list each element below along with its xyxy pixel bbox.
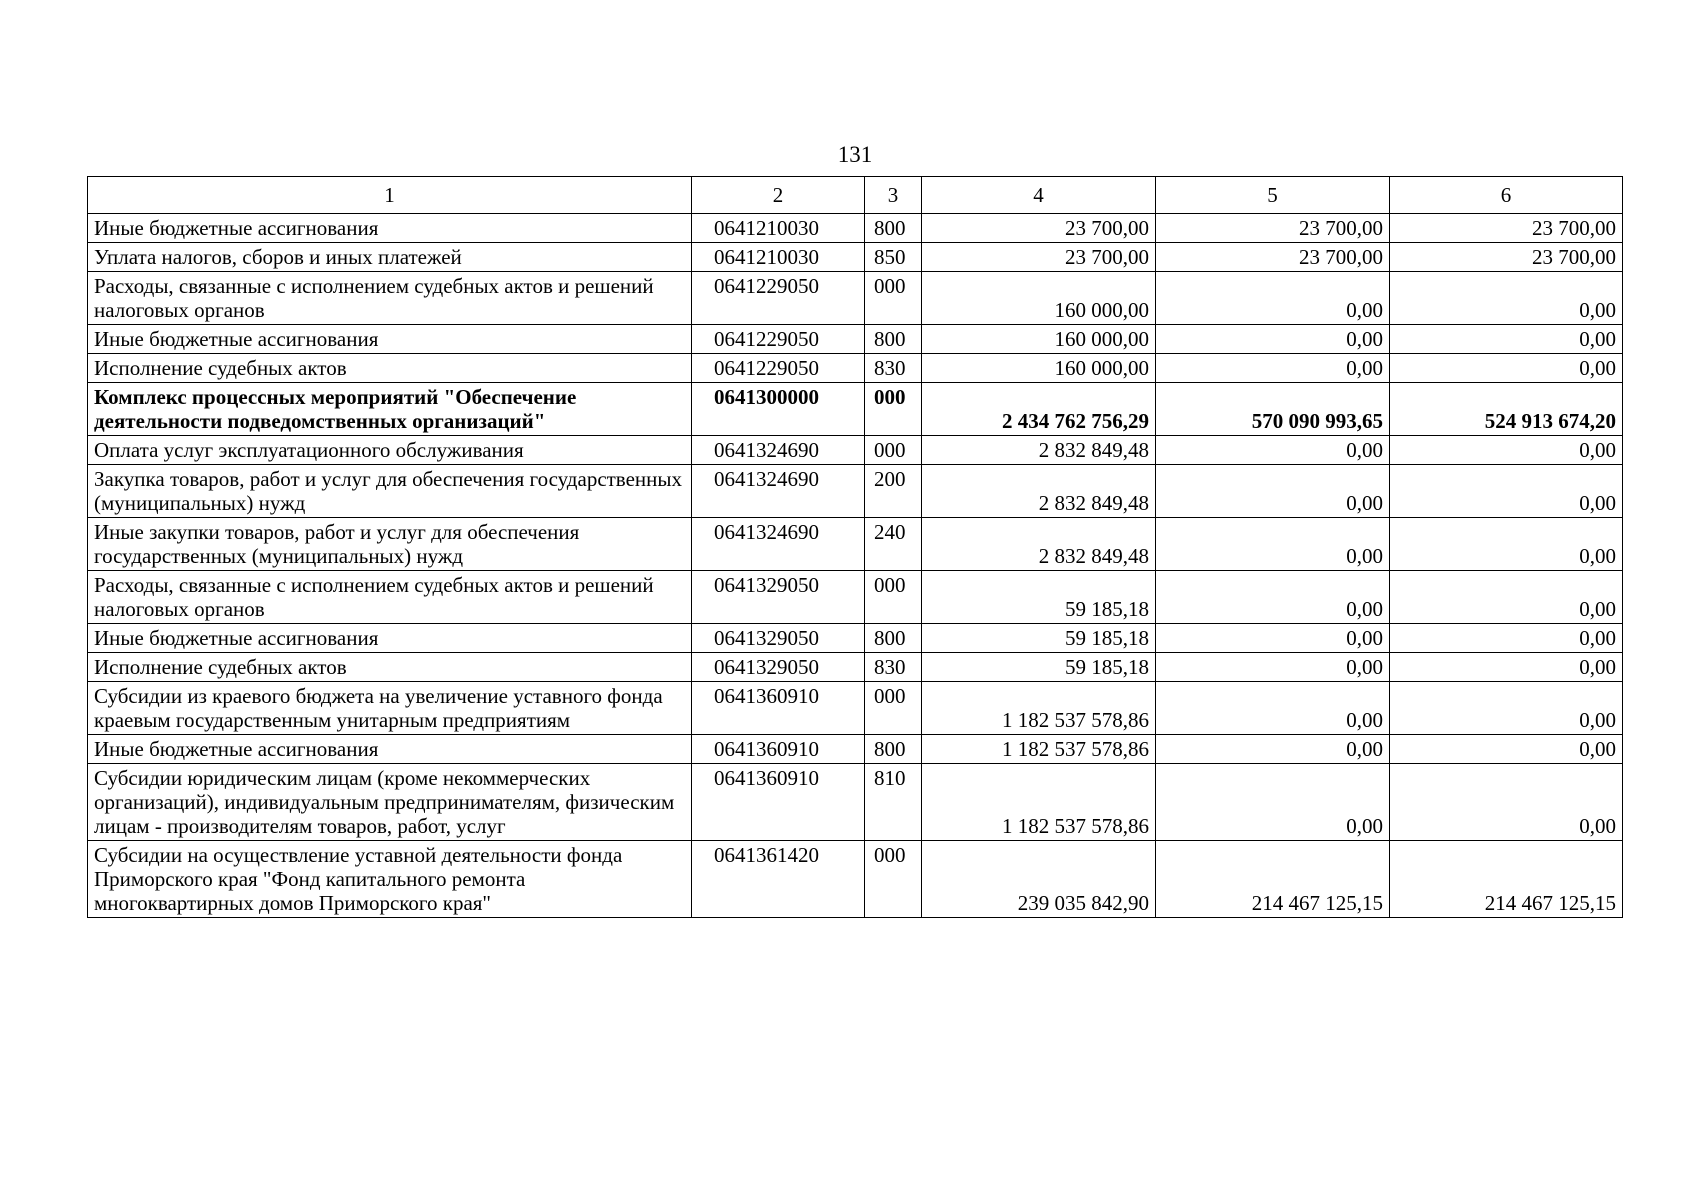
- table-row: [88, 841, 1623, 918]
- row-code-cell: 0641300000: [692, 383, 865, 436]
- row-type-cell: 830: [865, 354, 922, 383]
- row-amount-col4-cell: 1 182 537 578,86: [922, 682, 1156, 735]
- table-row: [88, 518, 1623, 571]
- row-code-cell: 0641210030: [692, 214, 865, 243]
- table-row: [88, 436, 1623, 465]
- row-amount-col4-cell: 2 832 849,48: [922, 436, 1156, 465]
- row-amount-col5-cell: 0,00: [1156, 272, 1390, 325]
- row-amount-col4-cell: 23 700,00: [922, 243, 1156, 272]
- row-amount-col4-cell: 23 700,00: [922, 214, 1156, 243]
- row-code-cell: 0641360910: [692, 764, 865, 841]
- row-name-cell: Закупка товаров, работ и услуг для обеспечения государственных (муниципальных) нужд: [88, 465, 692, 518]
- budget-table: [87, 176, 1623, 918]
- table-row: [88, 272, 1623, 325]
- row-code-cell: 0641329050: [692, 571, 865, 624]
- row-name-cell: Иные бюджетные ассигнования: [88, 214, 692, 243]
- row-amount-col5-cell: 0,00: [1156, 735, 1390, 764]
- row-amount-col6-cell: 0,00: [1390, 653, 1623, 682]
- row-name-cell: Иные бюджетные ассигнования: [88, 624, 692, 653]
- row-amount-col6-cell: 0,00: [1390, 764, 1623, 841]
- row-code-cell: 0641361420: [692, 841, 865, 918]
- table-row: [88, 682, 1623, 735]
- row-amount-col6-cell: 0,00: [1390, 325, 1623, 354]
- row-type-cell: 800: [865, 325, 922, 354]
- table-row: [88, 243, 1623, 272]
- row-name-cell: Комплекс процессных мероприятий "Обеспечение деятельности подведомственных организаций": [88, 383, 692, 436]
- header-cell: 3: [865, 177, 922, 214]
- row-amount-col5-cell: 0,00: [1156, 518, 1390, 571]
- row-amount-col5-cell: 0,00: [1156, 465, 1390, 518]
- row-name-cell: Расходы, связанные с исполнением судебных актов и решений налоговых органов: [88, 571, 692, 624]
- table-row: [88, 383, 1623, 436]
- row-name-cell: Субсидии юридическим лицам (кроме некоммерческих организаций), индивидуальным предпринимателям, физическим лицам - производителям товаров, работ, услуг: [88, 764, 692, 841]
- row-amount-col5-cell: 0,00: [1156, 653, 1390, 682]
- row-amount-col5-cell: 570 090 993,65: [1156, 383, 1390, 436]
- row-amount-col6-cell: 23 700,00: [1390, 214, 1623, 243]
- table-row: [88, 354, 1623, 383]
- row-type-cell: 000: [865, 841, 922, 918]
- row-amount-col4-cell: 239 035 842,90: [922, 841, 1156, 918]
- row-amount-col6-cell: 0,00: [1390, 354, 1623, 383]
- row-amount-col6-cell: 0,00: [1390, 571, 1623, 624]
- header-cell: 5: [1156, 177, 1390, 214]
- header-cell: 1: [88, 177, 692, 214]
- row-type-cell: 850: [865, 243, 922, 272]
- table-row: [88, 325, 1623, 354]
- row-name-cell: Расходы, связанные с исполнением судебных актов и решений налоговых органов: [88, 272, 692, 325]
- row-amount-col5-cell: 0,00: [1156, 624, 1390, 653]
- page-number: 131: [837, 142, 873, 167]
- row-amount-col5-cell: 0,00: [1156, 354, 1390, 383]
- row-name-cell: Иные закупки товаров, работ и услуг для обеспечения государственных (муниципальных) нужд: [88, 518, 692, 571]
- row-amount-col5-cell: 23 700,00: [1156, 214, 1390, 243]
- row-amount-col6-cell: 23 700,00: [1390, 243, 1623, 272]
- row-amount-col6-cell: 0,00: [1390, 682, 1623, 735]
- row-name-cell: Иные бюджетные ассигнования: [88, 325, 692, 354]
- row-type-cell: 000: [865, 436, 922, 465]
- row-amount-col5-cell: 0,00: [1156, 764, 1390, 841]
- row-code-cell: 0641360910: [692, 682, 865, 735]
- row-amount-col4-cell: 59 185,18: [922, 624, 1156, 653]
- row-name-cell: Иные бюджетные ассигнования: [88, 735, 692, 764]
- row-amount-col6-cell: 0,00: [1390, 436, 1623, 465]
- row-type-cell: 240: [865, 518, 922, 571]
- row-name-cell: Субсидии из краевого бюджета на увеличение уставного фонда краевым государственным унитарным предприятиям: [88, 682, 692, 735]
- row-amount-col4-cell: 2 434 762 756,29: [922, 383, 1156, 436]
- row-name-cell: Уплата налогов, сборов и иных платежей: [88, 243, 692, 272]
- row-amount-col4-cell: 59 185,18: [922, 571, 1156, 624]
- row-amount-col4-cell: 160 000,00: [922, 354, 1156, 383]
- row-type-cell: 800: [865, 214, 922, 243]
- row-amount-col4-cell: 160 000,00: [922, 272, 1156, 325]
- row-type-cell: 830: [865, 653, 922, 682]
- row-amount-col4-cell: 160 000,00: [922, 325, 1156, 354]
- row-amount-col6-cell: 0,00: [1390, 624, 1623, 653]
- table-row: [88, 214, 1623, 243]
- row-code-cell: 0641210030: [692, 243, 865, 272]
- row-name-cell: Исполнение судебных актов: [88, 653, 692, 682]
- row-amount-col4-cell: 59 185,18: [922, 653, 1156, 682]
- row-amount-col4-cell: 1 182 537 578,86: [922, 764, 1156, 841]
- row-type-cell: 200: [865, 465, 922, 518]
- table-row: [88, 571, 1623, 624]
- table-row: [88, 735, 1623, 764]
- header-cell: 2: [692, 177, 865, 214]
- header-cell: 4: [922, 177, 1156, 214]
- row-type-cell: 800: [865, 624, 922, 653]
- row-amount-col4-cell: 2 832 849,48: [922, 518, 1156, 571]
- row-amount-col5-cell: 23 700,00: [1156, 243, 1390, 272]
- table-header-row: [88, 177, 1623, 214]
- table-row: [88, 653, 1623, 682]
- row-code-cell: 0641229050: [692, 272, 865, 325]
- row-amount-col5-cell: 0,00: [1156, 325, 1390, 354]
- table-row: [88, 764, 1623, 841]
- row-amount-col6-cell: 214 467 125,15: [1390, 841, 1623, 918]
- row-name-cell: Субсидии на осуществление уставной деятельности фонда Приморского края "Фонд капитального ремонта многоквартирных домов Приморского края": [88, 841, 692, 918]
- row-amount-col6-cell: 524 913 674,20: [1390, 383, 1623, 436]
- row-code-cell: 0641229050: [692, 325, 865, 354]
- row-type-cell: 810: [865, 764, 922, 841]
- row-amount-col6-cell: 0,00: [1390, 518, 1623, 571]
- row-amount-col4-cell: 2 832 849,48: [922, 465, 1156, 518]
- row-name-cell: Оплата услуг эксплуатационного обслуживания: [88, 436, 692, 465]
- table-row: [88, 624, 1623, 653]
- row-code-cell: 0641324690: [692, 465, 865, 518]
- row-amount-col5-cell: 0,00: [1156, 436, 1390, 465]
- row-type-cell: 000: [865, 383, 922, 436]
- row-amount-col6-cell: 0,00: [1390, 735, 1623, 764]
- row-code-cell: 0641329050: [692, 653, 865, 682]
- row-amount-col6-cell: 0,00: [1390, 465, 1623, 518]
- row-code-cell: 0641324690: [692, 436, 865, 465]
- row-amount-col5-cell: 0,00: [1156, 571, 1390, 624]
- row-type-cell: 000: [865, 571, 922, 624]
- row-amount-col6-cell: 0,00: [1390, 272, 1623, 325]
- row-code-cell: 0641329050: [692, 624, 865, 653]
- table-row: [88, 465, 1623, 518]
- row-type-cell: 000: [865, 682, 922, 735]
- row-name-cell: Исполнение судебных актов: [88, 354, 692, 383]
- row-amount-col5-cell: 0,00: [1156, 682, 1390, 735]
- row-type-cell: 800: [865, 735, 922, 764]
- row-amount-col4-cell: 1 182 537 578,86: [922, 735, 1156, 764]
- header-cell: 6: [1390, 177, 1623, 214]
- row-amount-col5-cell: 214 467 125,15: [1156, 841, 1390, 918]
- row-type-cell: 000: [865, 272, 922, 325]
- row-code-cell: 0641360910: [692, 735, 865, 764]
- row-code-cell: 0641229050: [692, 354, 865, 383]
- row-code-cell: 0641324690: [692, 518, 865, 571]
